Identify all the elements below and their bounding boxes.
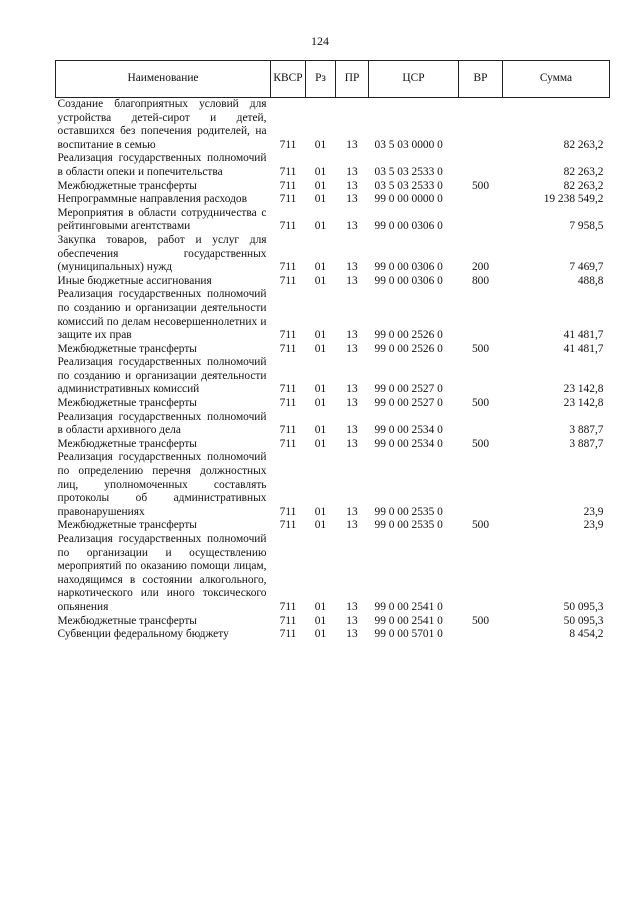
cell-pr: 13 [346, 424, 358, 437]
table-row [56, 615, 610, 629]
table-row [56, 193, 610, 207]
cell-sum: 50 095,3 [563, 600, 604, 613]
cell-sum: 19 238 549,2 [543, 193, 604, 206]
cell-sum: 41 481,7 [563, 329, 604, 342]
table-row [56, 288, 610, 342]
cell-name: Межбюджетные трансферты [57, 397, 197, 410]
table-row [56, 275, 610, 289]
cell-csr: 99 0 00 2541 0 [374, 614, 443, 627]
cell-vr [459, 193, 503, 207]
cell-csr: 99 0 00 2534 0 [374, 424, 443, 437]
cell-pr: 13 [346, 220, 358, 233]
cell-name: Субвенции федеральному бюджету [57, 628, 229, 641]
cell-name: Закупка товаров, работ и услуг для обеспечения государственных (муниципальных) нужд [57, 233, 267, 274]
cell-rz: 01 [314, 424, 327, 437]
cell-kvsr: 711 [279, 220, 297, 233]
cell-pr: 13 [346, 342, 358, 355]
cell-vr: 500 [471, 397, 490, 410]
header-vr: ВР [459, 61, 503, 98]
cell-rz: 01 [314, 138, 327, 151]
cell-sum: 7 958,5 [569, 220, 604, 233]
table-body [56, 98, 610, 642]
table-row [56, 356, 610, 397]
cell-name: Непрограммные направления расходов [57, 193, 248, 206]
cell-rz: 01 [314, 261, 327, 274]
header-name: Наименование [56, 61, 271, 98]
cell-name: Межбюджетные трансферты [57, 519, 197, 532]
cell-rz: 01 [314, 628, 327, 641]
table-row [56, 411, 610, 438]
cell-kvsr: 711 [279, 193, 297, 206]
cell-vr [459, 288, 503, 342]
cell-vr [459, 152, 503, 179]
cell-name: Реализация государственных полномочий по организации и осуществлению мероприятий по оказанию помощи лицам, находящимся в состоянии алкогольного, наркотического или иного токсического опьянения [57, 533, 267, 613]
cell-name: Реализация государственных полномочий по созданию и организации деятельности комиссий по делам несовершеннолетних и защите их прав [57, 288, 267, 342]
header-csr: ЦСР [369, 61, 459, 98]
cell-name: Межбюджетные трансферты [57, 179, 197, 192]
cell-csr: 03 5 03 0000 0 [374, 138, 443, 151]
cell-pr: 13 [346, 179, 358, 192]
cell-csr: 99 0 00 2534 0 [374, 437, 443, 450]
cell-pr: 13 [346, 383, 358, 396]
cell-name: Мероприятия в области сотрудничества с рейтинговыми агентствами [57, 206, 267, 233]
cell-sum: 23 142,8 [563, 397, 604, 410]
table-row [56, 451, 610, 519]
cell-kvsr: 711 [279, 628, 297, 641]
header-rz: Рз [306, 61, 336, 98]
table-header-row [56, 61, 610, 98]
cell-pr: 13 [346, 329, 358, 342]
cell-kvsr: 711 [279, 614, 297, 627]
table-row [56, 519, 610, 533]
table-row [56, 207, 610, 234]
cell-vr [459, 628, 503, 642]
cell-sum: 7 469,7 [569, 261, 604, 274]
table-row [56, 628, 610, 642]
cell-rz: 01 [314, 179, 327, 192]
cell-pr: 13 [346, 261, 358, 274]
cell-csr: 99 0 00 2526 0 [374, 342, 443, 355]
cell-sum: 23,9 [583, 505, 604, 518]
cell-sum: 8 454,2 [569, 628, 604, 641]
cell-rz: 01 [314, 614, 327, 627]
cell-vr [459, 207, 503, 234]
cell-vr: 500 [471, 614, 490, 627]
cell-pr: 13 [346, 505, 358, 518]
cell-vr: 200 [471, 261, 490, 274]
cell-rz: 01 [314, 397, 327, 410]
cell-kvsr: 711 [279, 179, 297, 192]
cell-pr: 13 [346, 437, 358, 450]
header-sum: Сумма [503, 61, 610, 98]
cell-sum: 82 263,2 [563, 165, 604, 178]
cell-pr: 13 [346, 165, 358, 178]
cell-sum: 50 095,3 [563, 614, 604, 627]
cell-rz: 01 [314, 437, 327, 450]
cell-vr: 500 [471, 342, 490, 355]
cell-rz: 01 [314, 519, 327, 532]
cell-csr: 03 5 03 2533 0 [374, 179, 443, 192]
cell-kvsr: 711 [279, 600, 297, 613]
table-row [56, 343, 610, 357]
table-row [56, 533, 610, 615]
cell-csr: 99 0 00 2541 0 [374, 600, 443, 613]
cell-name: Реализация государственных полномочий по созданию и организации деятельности административных комиссий [57, 356, 267, 396]
cell-vr [459, 533, 503, 615]
cell-pr: 13 [346, 519, 358, 532]
cell-kvsr: 711 [279, 342, 297, 355]
cell-csr: 99 0 00 0000 0 [374, 193, 443, 206]
cell-pr: 13 [346, 274, 358, 287]
cell-pr: 13 [346, 600, 358, 613]
cell-sum: 488,8 [577, 274, 604, 287]
table-row [56, 234, 610, 275]
cell-kvsr: 711 [279, 261, 297, 274]
header-kvsr: КВСР [271, 61, 306, 98]
cell-name: Создание благоприятных условий для устройства детей-сирот и детей, оставшихся без попечения родителей, на воспитание в семью [57, 98, 267, 151]
cell-vr: 800 [471, 274, 490, 287]
cell-vr [459, 98, 503, 153]
cell-kvsr: 711 [279, 274, 297, 287]
cell-vr [459, 356, 503, 397]
cell-rz: 01 [314, 329, 327, 342]
cell-rz: 01 [314, 600, 327, 613]
cell-vr: 500 [471, 179, 490, 192]
cell-rz: 01 [314, 383, 327, 396]
cell-pr: 13 [346, 614, 358, 627]
cell-csr: 99 0 00 5701 0 [374, 628, 443, 641]
cell-csr: 03 5 03 2533 0 [374, 165, 443, 178]
cell-rz: 01 [314, 505, 327, 518]
cell-csr: 99 0 00 0306 0 [374, 261, 443, 274]
cell-rz: 01 [314, 274, 327, 287]
table-row [56, 98, 610, 153]
cell-kvsr: 711 [279, 505, 297, 518]
cell-vr: 500 [471, 519, 490, 532]
cell-name: Межбюджетные трансферты [57, 342, 197, 355]
cell-vr [459, 411, 503, 438]
cell-name: Реализация государственных полномочий по определению перечня должностных лиц, уполномоченных составлять протоколы об административных правонарушениях [57, 451, 267, 518]
table-row [56, 152, 610, 179]
budget-table [55, 60, 610, 642]
cell-name: Межбюджетные трансферты [57, 614, 197, 627]
cell-pr: 13 [346, 397, 358, 410]
cell-pr: 13 [346, 193, 358, 206]
header-pr: ПР [336, 61, 369, 98]
cell-csr: 99 0 00 0306 0 [374, 274, 443, 287]
table-row [56, 397, 610, 411]
cell-vr: 500 [471, 437, 490, 450]
cell-sum: 82 263,2 [563, 179, 604, 192]
cell-name: Иные бюджетные ассигнования [57, 274, 212, 287]
cell-vr [459, 451, 503, 519]
cell-kvsr: 711 [279, 437, 297, 450]
cell-rz: 01 [314, 193, 327, 206]
cell-rz: 01 [314, 220, 327, 233]
cell-sum: 23 142,8 [563, 383, 604, 396]
cell-csr: 99 0 00 0306 0 [374, 220, 443, 233]
cell-sum: 23,9 [583, 519, 604, 532]
cell-kvsr: 711 [279, 383, 297, 396]
cell-csr: 99 0 00 2535 0 [374, 519, 443, 532]
cell-csr: 99 0 00 2527 0 [374, 397, 443, 410]
cell-pr: 13 [346, 628, 358, 641]
cell-kvsr: 711 [279, 397, 297, 410]
page-number: 124 [311, 34, 329, 48]
cell-csr: 99 0 00 2535 0 [374, 505, 443, 518]
cell-name: Межбюджетные трансферты [57, 437, 197, 450]
cell-sum: 3 887,7 [569, 437, 604, 450]
cell-sum: 82 263,2 [563, 138, 604, 151]
cell-csr: 99 0 00 2527 0 [374, 383, 443, 396]
cell-pr: 13 [346, 138, 358, 151]
cell-kvsr: 711 [279, 519, 297, 532]
cell-rz: 01 [314, 342, 327, 355]
table-row [56, 180, 610, 194]
cell-csr: 99 0 00 2526 0 [374, 329, 443, 342]
cell-kvsr: 711 [279, 424, 297, 437]
cell-kvsr: 711 [279, 329, 297, 342]
cell-sum: 3 887,7 [569, 424, 604, 437]
cell-name: Реализация государственных полномочий в области архивного дела [57, 410, 267, 437]
cell-sum: 41 481,7 [563, 342, 604, 355]
table-row [56, 438, 610, 452]
cell-name: Реализация государственных полномочий в области опеки и попечительства [57, 152, 267, 178]
cell-kvsr: 711 [279, 165, 297, 178]
cell-rz: 01 [314, 165, 327, 178]
cell-kvsr: 711 [279, 138, 297, 151]
